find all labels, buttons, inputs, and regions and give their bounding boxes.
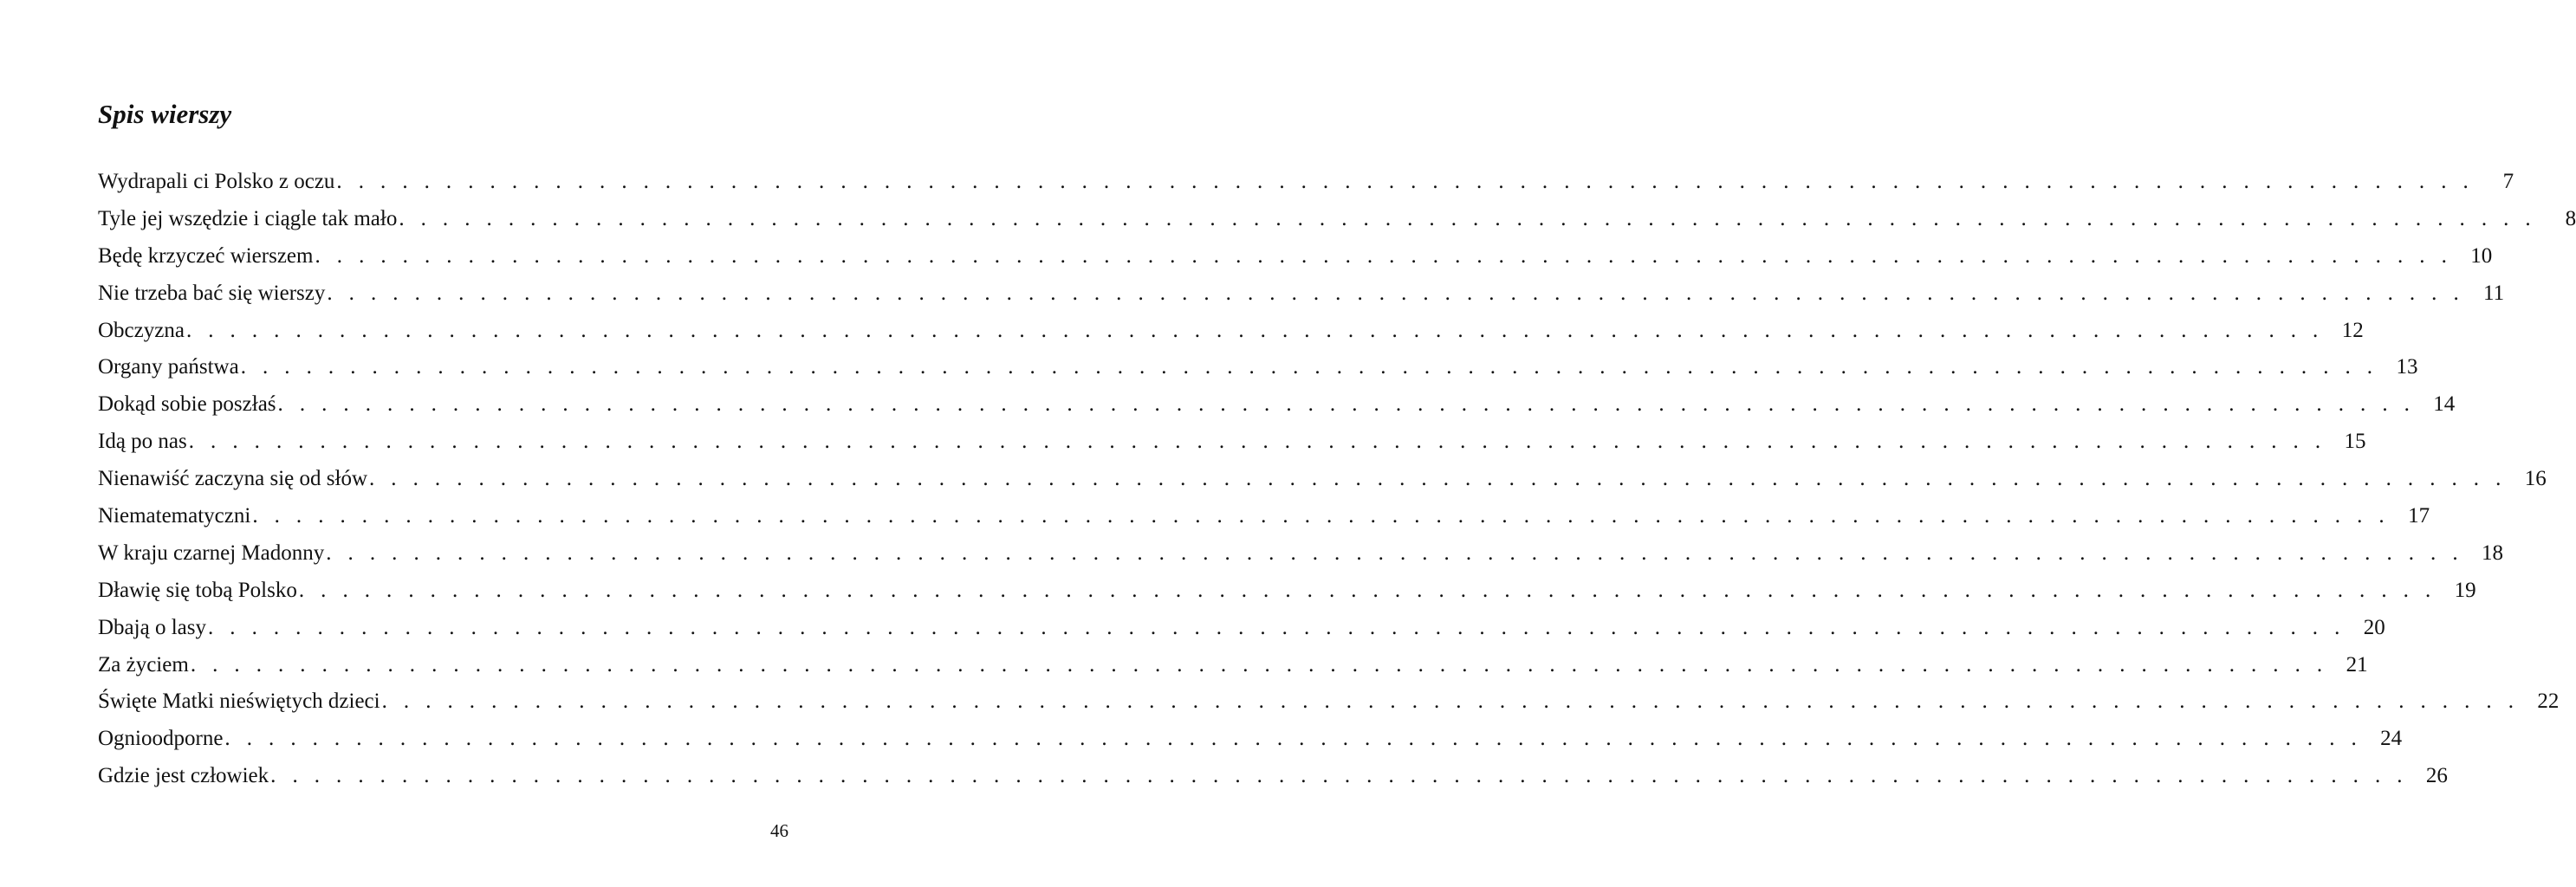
toc-entry xyxy=(98,758,2448,795)
toc-entry-title: Tyle jej wszędzie i ciągle tak mało xyxy=(98,206,398,230)
toc-entry-title: Dokąd sobie poszłaś xyxy=(98,392,276,417)
dot-leader: . . . . . . . . . . . . . . . . . . . . . . . . . . . . . . . . . . . . . . . . . . . . . . . . . . . . . . . . . . . . . . . . . . . . . . . . . . . . . . . . . . . . . . . . . . . . . . . . . . xyxy=(185,318,2324,342)
toc-entry-page: 20 xyxy=(2363,615,2385,639)
page-title: Spis wierszy xyxy=(98,99,232,129)
dot-leader: . . . . . . . . . . . . . . . . . . . . . . . . . . . . . . . . . . . . . . . . . . . . . . . . . . . . . . . . . . . . . . . . . . . . . . . . . . . . . . . . . . . . . . . . . . . . . . . . . . xyxy=(298,578,2436,602)
toc-entry xyxy=(98,647,2368,684)
toc-entry-title: Idą po nas xyxy=(98,430,187,454)
toc-entry-page: 14 xyxy=(2433,392,2456,417)
dot-leader: . . . . . . . . . . . . . . . . . . . . . . . . . . . . . . . . . . . . . . . . . . . . . . . . . . . . . . . . . . . . . . . . . . . . . . . . . . . . . . . . . . . . . . . . . . . . . . . . . . xyxy=(240,355,2378,379)
toc-entry-title: Organy państwa xyxy=(98,355,239,379)
dot-leader: . . . . . . . . . . . . . . . . . . . . . . . . . . . . . . . . . . . . . . . . . . . . . . . . . . . . . . . . . . . . . . . . . . . . . . . . . . . . . . . . . . . . . . . . . . . . . . . . . . xyxy=(381,690,2520,714)
toc-entry-title: Gdzie jest człowiek xyxy=(98,764,269,788)
toc-entry xyxy=(98,424,2366,461)
dot-leader: . . . . . . . . . . . . . . . . . . . . . . . . . . . . . . . . . . . . . . . . . . . . . . . . . . . . . . . . . . . . . . . . . . . . . . . . . . . . . . . . . . . . . . . . . . . . . . . . . . xyxy=(277,392,2416,417)
toc-entry-page: 24 xyxy=(2380,727,2403,751)
toc-entry-page: 7 xyxy=(2502,170,2514,193)
toc-entry xyxy=(98,275,2505,313)
dot-leader: . . . . . . . . . . . . . . . . . . . . . . . . . . . . . . . . . . . . . . . . . . . . . . . . . . . . . . . . . . . . . . . . . . . . . . . . . . . . . . . . . . . . . . . . . . . . . . . . . . xyxy=(327,281,2465,305)
toc-entry-title: Nienawiść zaczyna się od słów xyxy=(98,467,367,491)
toc-entry xyxy=(98,721,2403,758)
table-of-contents xyxy=(98,164,2576,795)
toc-entry xyxy=(98,349,2418,386)
toc-entry-title: Święte Matki nieświętych dzieci xyxy=(98,690,380,714)
toc-entry-page: 17 xyxy=(2408,504,2430,528)
toc-entry-title: Wydrapali ci Polsko z oczu xyxy=(98,170,335,193)
toc-entry-page: 16 xyxy=(2524,467,2547,491)
toc-entry-title: Niematematyczni xyxy=(98,504,251,528)
dot-leader: . . . . . . . . . . . . . . . . . . . . . . . . . . . . . . . . . . . . . . . . . . . . . . . . . . . . . . . . . . . . . . . . . . . . . . . . . . . . . . . . . . . . . . . . . . . . . . . . . . xyxy=(207,615,2346,639)
toc-entry-title: Ognioodporne xyxy=(98,727,224,751)
toc-entry-page: 12 xyxy=(2341,318,2364,342)
toc-entry xyxy=(98,238,2493,275)
toc-entry-title: Dbają o lasy xyxy=(98,615,206,639)
toc-entry-title: Będę krzyczeć wierszem xyxy=(98,243,314,268)
dot-leader: . . . . . . . . . . . . . . . . . . . . . . . . . . . . . . . . . . . . . . . . . . . . . . . . . . . . . . . . . . . . . . . . . . . . . . . . . . . . . . . . . . . . . . . . . . . . . . . . . . xyxy=(224,727,2363,751)
toc-entry xyxy=(98,201,2576,238)
toc-entry xyxy=(98,498,2430,535)
toc-entry-page: 10 xyxy=(2470,243,2493,268)
toc-entry xyxy=(98,164,2514,201)
toc-entry-page: 26 xyxy=(2425,764,2448,788)
toc-entry-page: 15 xyxy=(2344,430,2366,454)
toc-entry xyxy=(98,386,2456,424)
toc-entry xyxy=(98,610,2385,647)
dot-leader: . . . . . . . . . . . . . . . . . . . . . . . . . . . . . . . . . . . . . . . . . . . . . . . . . . . . . . . . . . . . . . . . . . . . . . . . . . . . . . . . . . . . . . . . . . . . . . . . . . xyxy=(399,206,2537,230)
toc-entry xyxy=(98,573,2476,610)
dot-leader: . . . . . . . . . . . . . . . . . . . . . . . . . . . . . . . . . . . . . . . . . . . . . . . . . . . . . . . . . . . . . . . . . . . . . . . . . . . . . . . . . . . . . . . . . . . . . . . . . . xyxy=(188,430,2326,454)
toc-entry-page: 21 xyxy=(2346,652,2368,677)
dot-leader: . . . . . . . . . . . . . . . . . . . . . . . . . . . . . . . . . . . . . . . . . . . . . . . . . . . . . . . . . . . . . . . . . . . . . . . . . . . . . . . . . . . . . . . . . . . . . . . . . . xyxy=(336,170,2475,193)
toc-entry xyxy=(98,535,2503,573)
dot-leader: . . . . . . . . . . . . . . . . . . . . . . . . . . . . . . . . . . . . . . . . . . . . . . . . . . . . . . . . . . . . . . . . . . . . . . . . . . . . . . . . . . . . . . . . . . . . . . . . . . xyxy=(369,467,2507,491)
toc-entry-title: W kraju czarnej Madonny xyxy=(98,541,325,565)
toc-entry-title: Obczyzna xyxy=(98,318,185,342)
page-number: 46 xyxy=(770,820,788,841)
dot-leader: . . . . . . . . . . . . . . . . . . . . . . . . . . . . . . . . . . . . . . . . . . . . . . . . . . . . . . . . . . . . . . . . . . . . . . . . . . . . . . . . . . . . . . . . . . . . . . . . . . xyxy=(315,243,2453,268)
dot-leader: . . . . . . . . . . . . . . . . . . . . . . . . . . . . . . . . . . . . . . . . . . . . . . . . . . . . . . . . . . . . . . . . . . . . . . . . . . . . . . . . . . . . . . . . . . . . . . . . . . xyxy=(270,764,2408,788)
dot-leader: . . . . . . . . . . . . . . . . . . . . . . . . . . . . . . . . . . . . . . . . . . . . . . . . . . . . . . . . . . . . . . . . . . . . . . . . . . . . . . . . . . . . . . . . . . . . . . . . . . xyxy=(326,541,2463,565)
toc-entry-page: 19 xyxy=(2454,578,2476,602)
dot-leader: . . . . . . . . . . . . . . . . . . . . . . . . . . . . . . . . . . . . . . . . . . . . . . . . . . . . . . . . . . . . . . . . . . . . . . . . . . . . . . . . . . . . . . . . . . . . . . . . . . xyxy=(252,504,2391,528)
toc-entry-page: 8 xyxy=(2565,206,2576,230)
toc-entry-title: Nie trzeba bać się wierszy xyxy=(98,281,326,305)
toc-entry xyxy=(98,461,2547,498)
dot-leader: . . . . . . . . . . . . . . . . . . . . . . . . . . . . . . . . . . . . . . . . . . . . . . . . . . . . . . . . . . . . . . . . . . . . . . . . . . . . . . . . . . . . . . . . . . . . . . . . . . xyxy=(190,652,2328,677)
toc-entry-title: Za życiem xyxy=(98,652,189,677)
toc-entry-page: 22 xyxy=(2537,690,2560,714)
toc-entry xyxy=(98,683,2560,721)
toc-entry xyxy=(98,313,2364,350)
toc-entry-page: 11 xyxy=(2483,281,2505,305)
toc-entry-page: 18 xyxy=(2482,541,2503,565)
toc-entry-page: 13 xyxy=(2396,355,2418,379)
toc-entry-title: Dławię się tobą Polsko xyxy=(98,578,297,602)
